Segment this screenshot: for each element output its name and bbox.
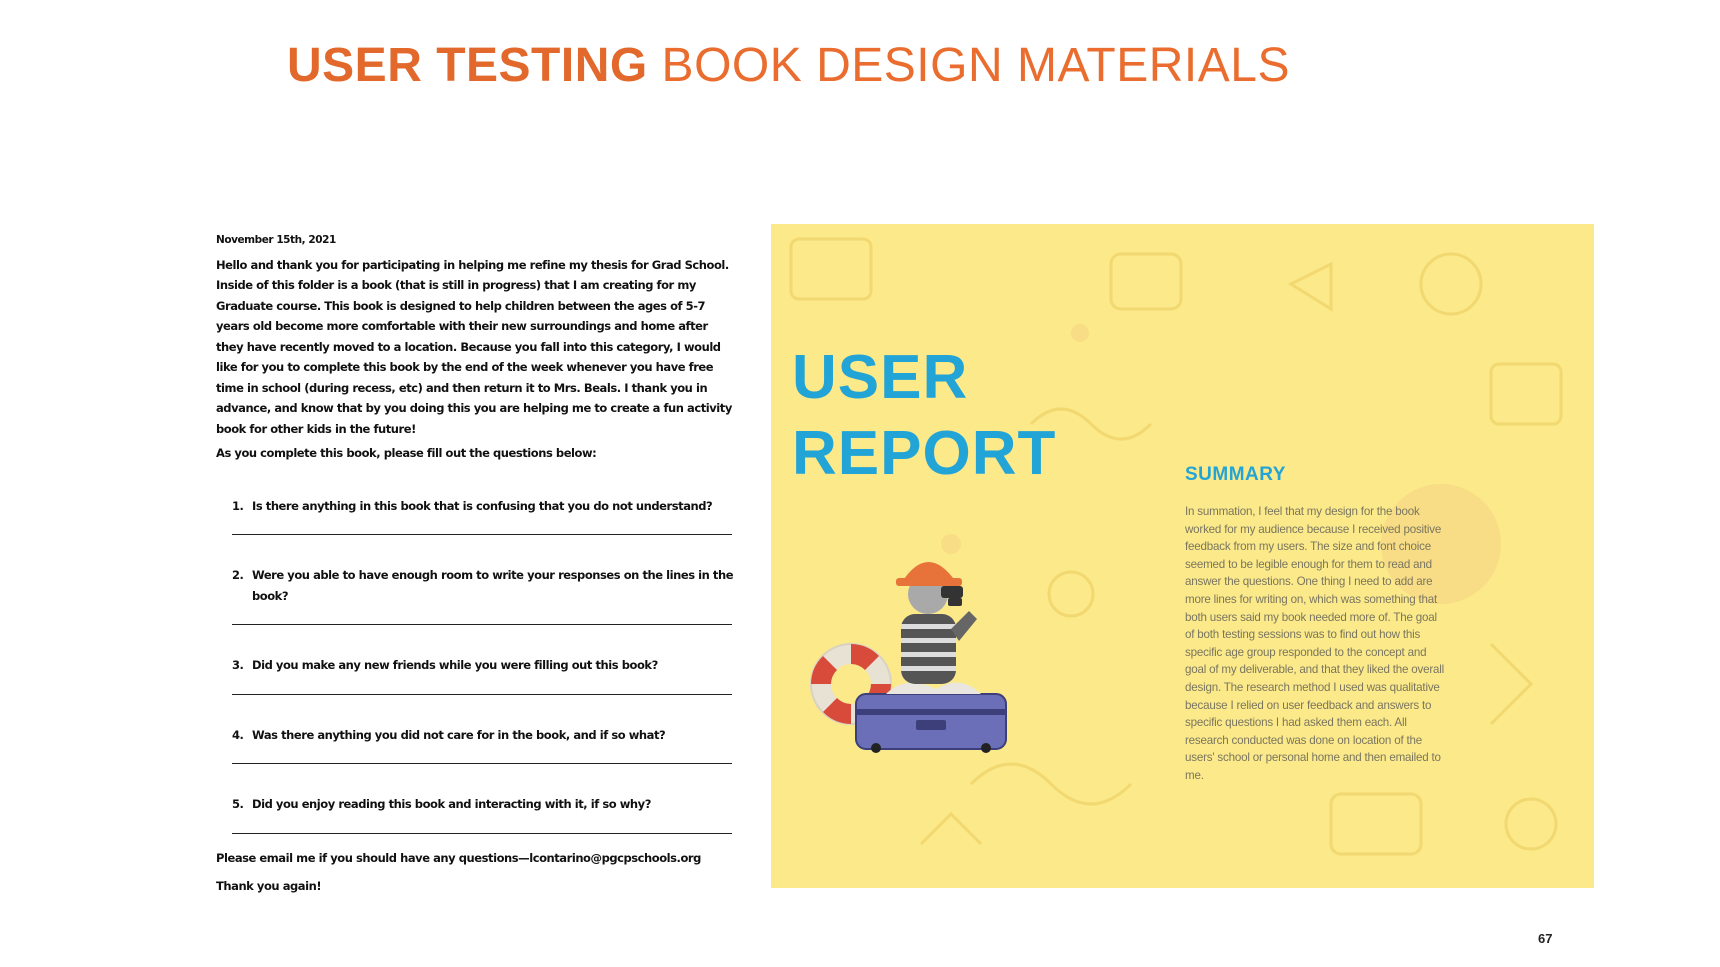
question-number: 4. — [232, 727, 244, 742]
question-number: 5. — [232, 797, 244, 811]
page-number: 67 — [1538, 931, 1553, 946]
title-bold: USER TESTING — [287, 39, 648, 92]
letter-footer — [216, 848, 736, 897]
summary-heading: SUMMARY — [1185, 464, 1286, 485]
question-number: 1. — [232, 498, 244, 513]
question-number: 2. — [232, 568, 244, 582]
question-text: Is there anything in this book that is confusing that you do not understand? — [252, 498, 713, 513]
report-title-line2: REPORT — [792, 419, 1057, 488]
child-suitcase-illustration — [796, 534, 1036, 764]
consent-letter — [216, 230, 736, 905]
answer-line — [232, 833, 732, 834]
summary-text: In summation, I feel that my design for the book worked for my audience because I received positive feedback from my users. The size and font choice seemed to be legible enough for them to read and answer the questions. One thing I need to add are more lines for writing on, which was something that both users said my book needed more of. The goal of both testing sessions was to find out how this specific age group responded to the concept and goal of my deliverable, and that they liked the overall design. The research method I used was qualitative because I relied on user feedback and answers to specific questions I had asked them each. All research conducted was done on location of the users' school or personal home and then emailed to me. — [1185, 505, 1445, 782]
user-report-page — [771, 224, 1594, 888]
question-text: Were you able to have enough room to write your responses on the lines in the book? — [252, 568, 734, 603]
report-title-line1: USER — [792, 343, 969, 412]
email-line: Please email me if you should have any questions—lcontarino@pgcpschools.org — [216, 850, 701, 865]
report-title — [792, 340, 1056, 492]
question-number: 3. — [232, 658, 244, 672]
letter-intro: As you complete this book, please fill out the questions below: — [216, 446, 597, 460]
answer-line — [232, 624, 732, 625]
question-item — [232, 496, 736, 536]
question-list — [216, 496, 736, 834]
question-text: Did you enjoy reading this book and interacting with it, if so why? — [252, 797, 651, 811]
question-item — [232, 725, 736, 765]
question-item — [232, 655, 736, 695]
question-item — [232, 565, 736, 625]
question-text: Did you make any new friends while you were filling out this book? — [252, 658, 658, 672]
title-light: BOOK DESIGN MATERIALS — [661, 39, 1290, 92]
answer-line — [232, 534, 732, 535]
letter-date: November 15th, 2021 — [216, 234, 336, 246]
thanks-line: Thank you again! — [216, 879, 322, 893]
answer-line — [232, 763, 732, 764]
page-title — [287, 38, 1290, 94]
question-text: Was there anything you did not care for in the book, and if so what? — [252, 727, 666, 742]
letter-body: Hello and thank you for participating in helping me refine my thesis for Grad School. Inside of this folder is a book (that is still in progress) that I am creating for my Graduate course. This book is designed to help children between the ages of 5-7 years old become more comfortable with their new surroundings and home after they have recently moved to a location. Because you fall into this category, I would like for you to complete this book by the end of the week whenever you have free time in school (during recess, etc) and then return it to Mrs. Beals. I thank you in advance, and know that by you doing this you are helping me to create a fun activity book for other kids in the future! — [216, 257, 732, 436]
answer-line — [232, 694, 732, 695]
question-item — [232, 794, 736, 834]
